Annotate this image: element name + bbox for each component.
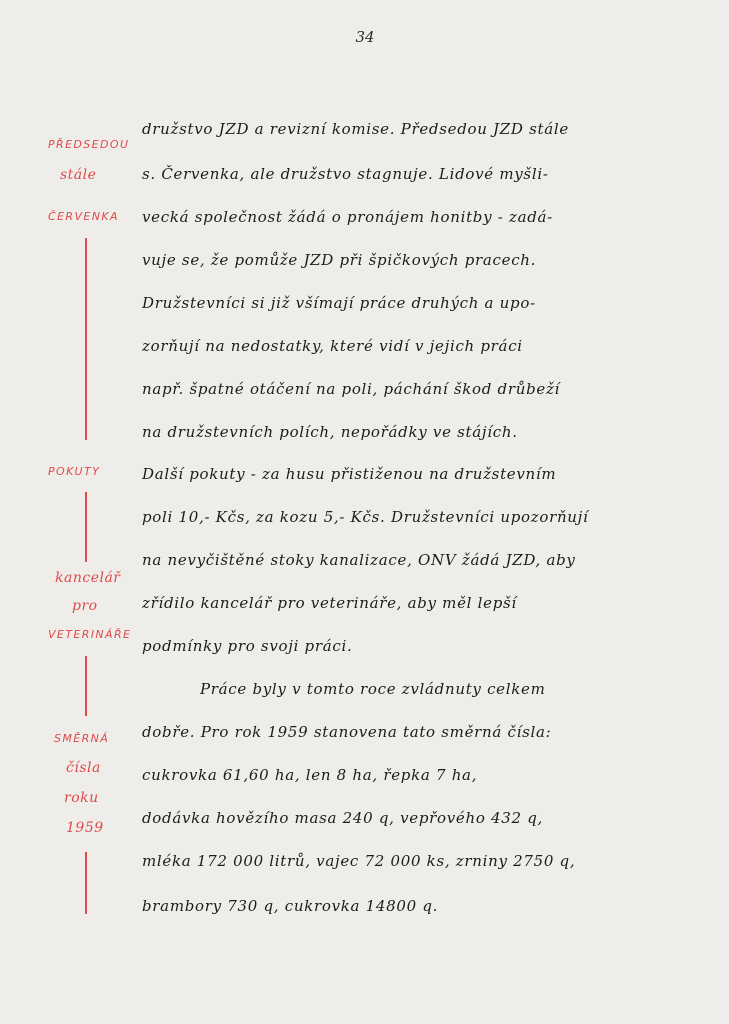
text-line: cukrovka 61,60 ha, len 8 ha, řepka 7 ha, (142, 766, 478, 784)
text-line: s. Červenka, ale družstvo stagnuje. Lidové myšli- (142, 165, 549, 183)
text-line: zorňují na nedostatky, které vidí v jejich práci (142, 337, 523, 355)
page-number: 34 (355, 28, 375, 46)
margin-rule (85, 656, 87, 716)
text-line: dobře. Pro rok 1959 stanovena tato směrná čísla: (142, 723, 552, 741)
margin-note-stale: stále (60, 167, 97, 183)
text-line: na družstevních polích, nepořádky ve stájích. (142, 423, 518, 441)
margin-rule (85, 238, 87, 440)
text-line: např. špatné otáčení na poli, páchání škod drůbeží (142, 380, 561, 398)
text-line: na nevyčištěné stoky kanalizace, ONV žádá JZD, aby (142, 551, 576, 569)
text-line: brambory 730 q, cukrovka 14800 q. (142, 897, 439, 915)
margin-note-veterinare: VETERINÁŘE (48, 628, 132, 641)
margin-note-pokuty: POKUTY (48, 465, 101, 478)
text-line: vecká společnost žádá o pronájem honitby - zadá- (142, 208, 553, 226)
text-line: mléka 172 000 litrů, vajec 72 000 ks, zrniny 2750 q, (142, 852, 576, 870)
text-line: poli 10,- Kčs, za kozu 5,- Kčs. Družstevníci upozorňují (142, 508, 589, 526)
margin-note-roku: roku (64, 790, 99, 806)
text-line: vuje se, že pomůže JZD při špičkových pracech. (142, 251, 537, 269)
text-line: družstvo JZD a revizní komise. Předsedou JZD stále (142, 120, 569, 138)
margin-note-pro: pro (72, 598, 98, 614)
text-line: dodávka hovězího masa 240 q, vepřového 432 q, (142, 809, 543, 827)
margin-rule (85, 492, 87, 562)
text-line: Družstevníci si již všímají práce druhých a upo- (142, 294, 536, 312)
margin-note-cisla: čísla (66, 760, 101, 776)
margin-note-smerna: SMĚRNÁ (54, 732, 110, 745)
margin-note-kancelar: kancelář (55, 570, 121, 586)
margin-note-rok: 1959 (66, 820, 104, 836)
margin-rule (85, 852, 87, 914)
margin-note-cervenka: ČERVENKA (48, 210, 119, 223)
text-line: Další pokuty - za husu přistiženou na družstevním (142, 465, 557, 483)
margin-note-predsedou: PŘEDSEDOU (48, 138, 130, 151)
text-line-indented: Práce byly v tomto roce zvládnuty celkem (200, 680, 546, 698)
text-line: zřídilo kancelář pro veterináře, aby měl lepší (142, 594, 517, 612)
text-line: podmínky pro svoji práci. (142, 637, 353, 655)
